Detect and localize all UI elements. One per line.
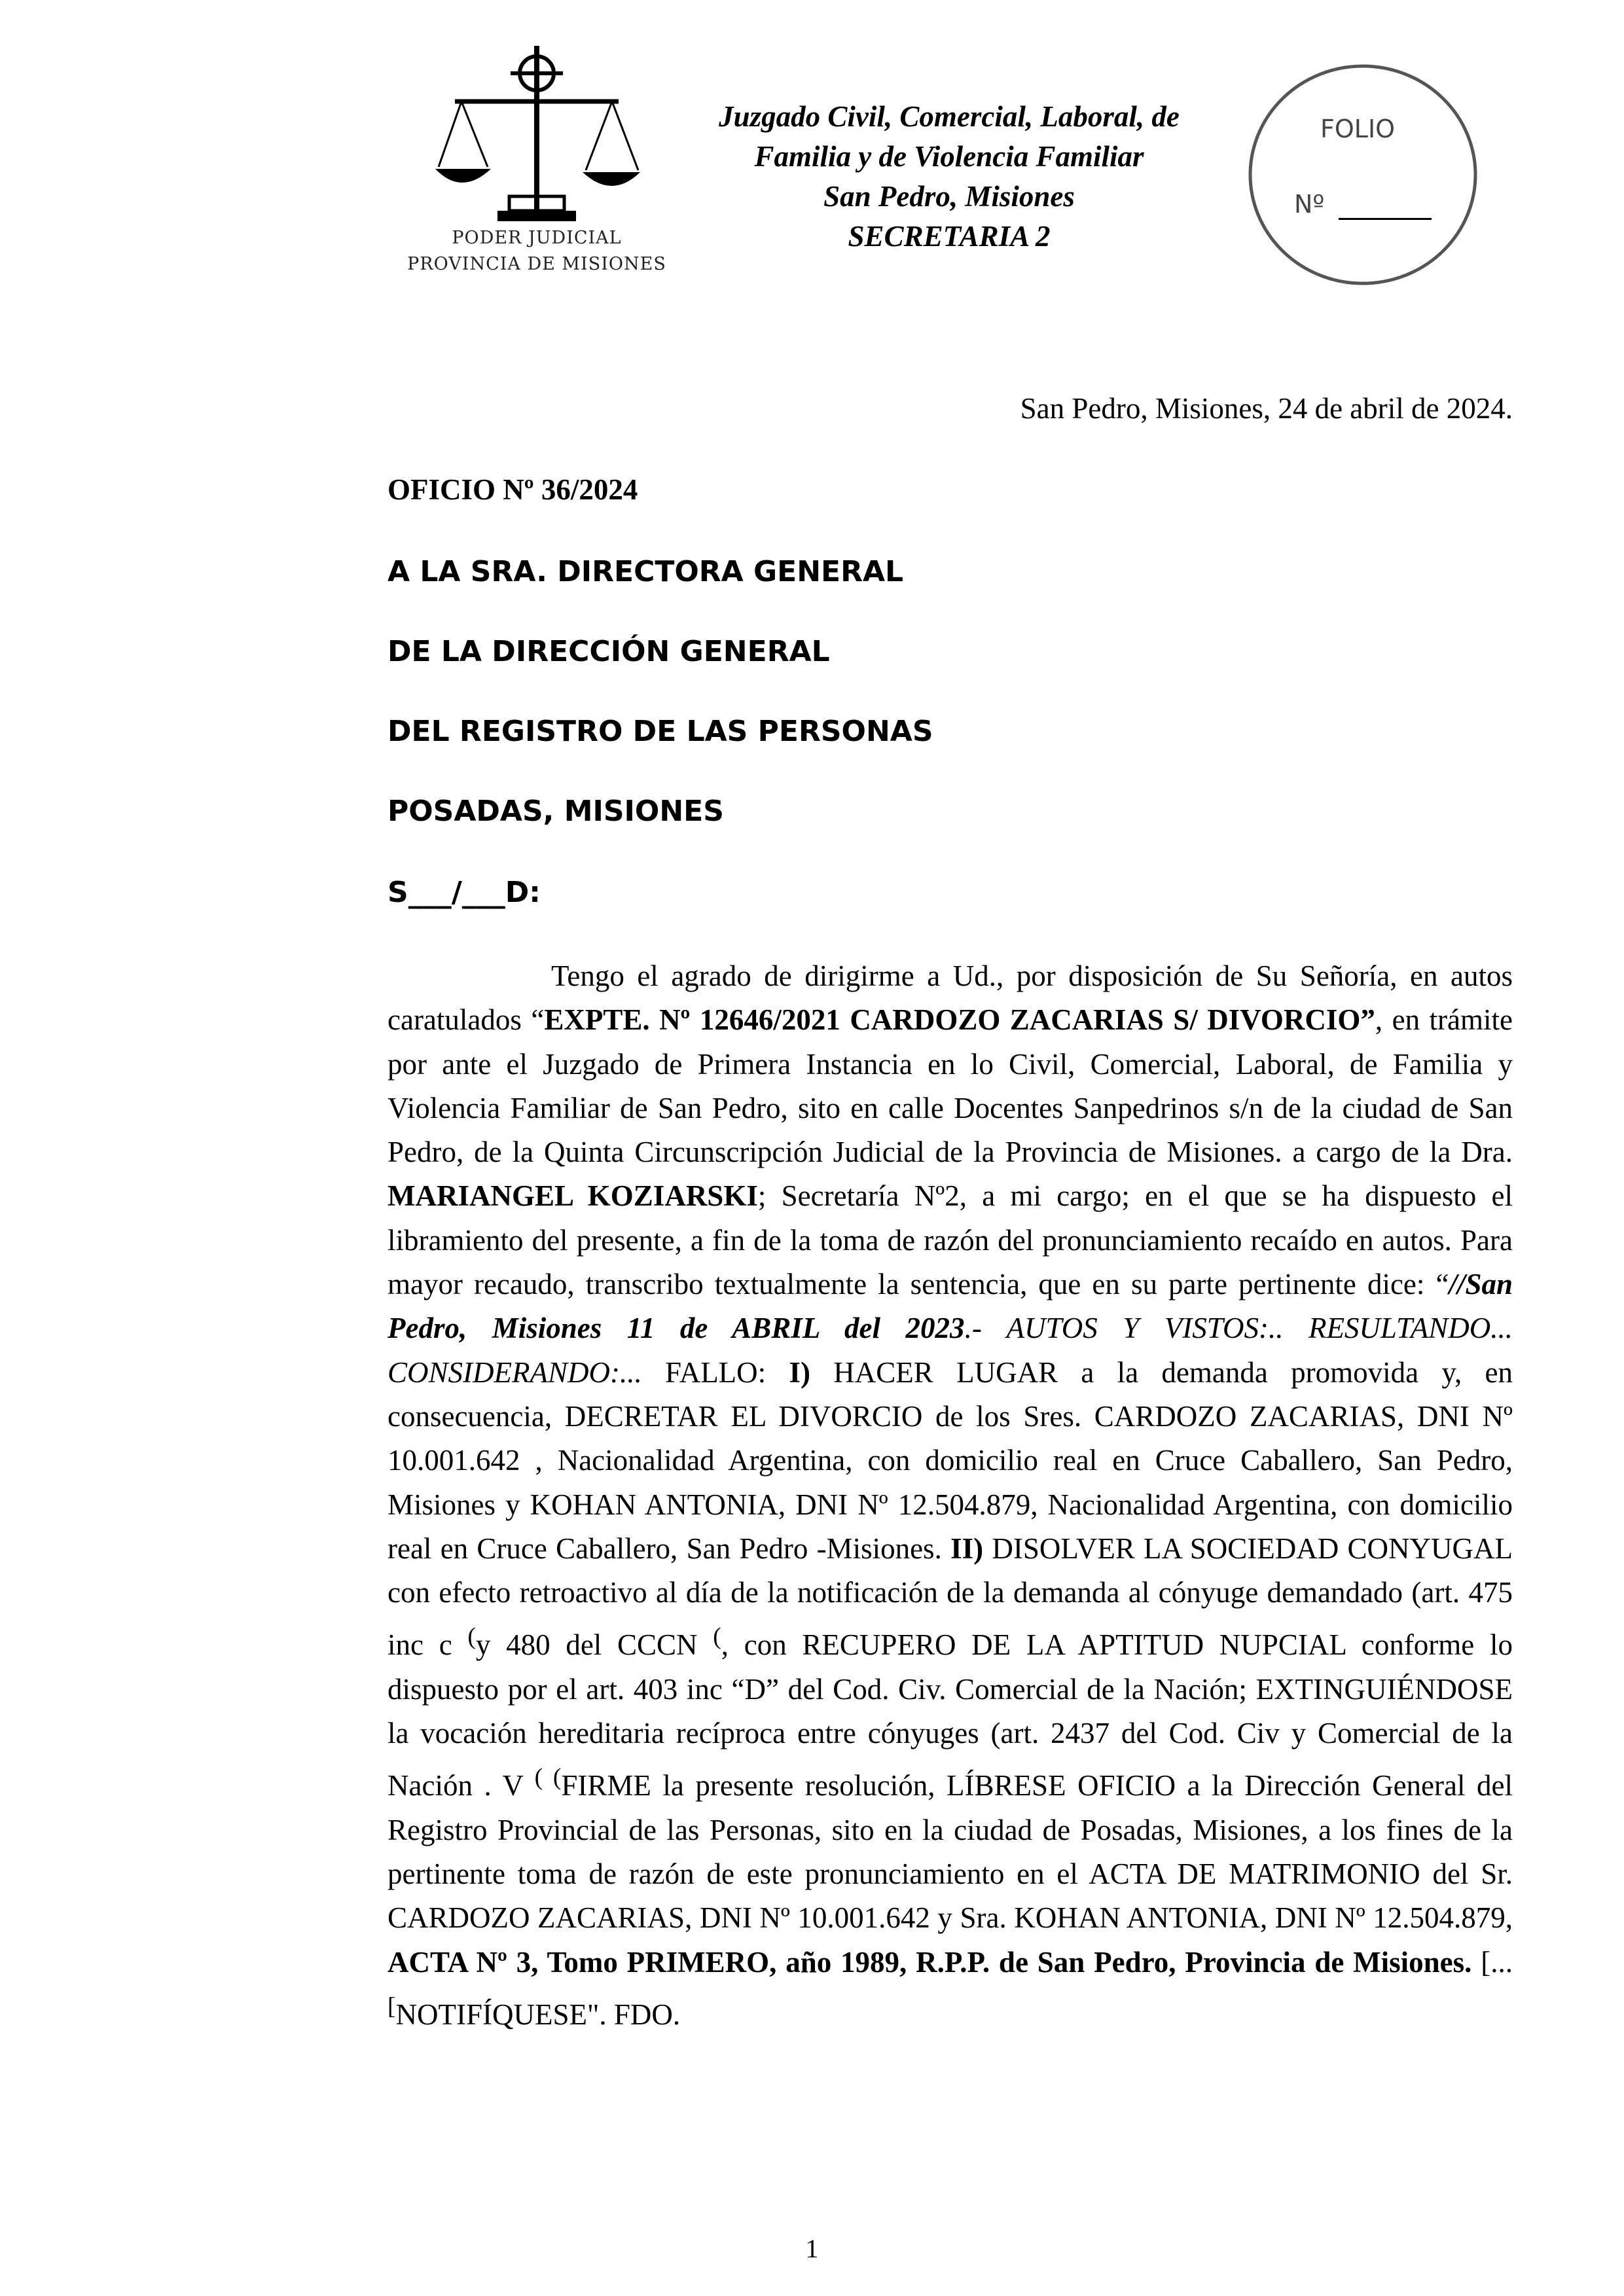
- court-line: Familia y de Violencia Familiar: [754, 140, 1144, 173]
- court-line: Juzgado Civil, Comercial, Laboral, de: [719, 100, 1180, 133]
- court-line: San Pedro, Misiones: [823, 180, 1075, 213]
- folio-label: FOLIO: [1320, 115, 1396, 143]
- footnote-mark: ( (: [534, 1764, 562, 1791]
- sentence-heading: .- AUTOS Y VISTOS:.. RESULTANDO... CONSIDERANDO:...: [388, 1312, 1513, 1389]
- ruling-item-number: I): [789, 1355, 810, 1389]
- body-text: , en trámite por ante el Juzgado de Primera Instancia en lo Civil, Comercial, Laboral, de Familia y Violencia Familiar de San Pedro, sito en calle Docentes Sanpedrinos s/n de la ciudad de San Pedro, de la Quinta Circunscripción Judicial de la Provincia de Misiones. a cargo de la Dra.: [388, 1003, 1513, 1169]
- body-text: y 480 del CCCN: [475, 1628, 713, 1662]
- ruling-item-number: II): [950, 1532, 984, 1565]
- footnote-mark: (: [713, 1623, 721, 1651]
- judge-name: MARIANGEL KOZIARSKI: [388, 1179, 758, 1213]
- body-text: Tengo el agrado de dirigirme a Ud., por disposición de Su Señoría, en autos caratulados “: [388, 960, 1513, 1037]
- document-date: San Pedro, Misiones, 24 de abril de 2024.: [1020, 392, 1513, 425]
- body-text: HACER LUGAR a la demanda promovida y, en consecuencia, DECRETAR EL DIVORCIO de los Sres. CARDOZO ZACARIAS, DNI Nº 10.001.642 , Nacionalidad Argentina, con domicilio real en Cruce Caballero, San Pedro, Misiones y KOHAN ANTONIA, DNI Nº 12.504.879, Nacionalidad Argentina, con domicilio real en Cruce Caballero, San Pedro -Misiones.: [388, 1355, 1513, 1565]
- sentence-date: //San Pedro, Misiones 11 de ABRIL del 2023: [388, 1268, 1513, 1345]
- body-text: ; Secretaría Nº2, a mi cargo; en el que se ha dispuesto el libramiento del presente, a fin de la toma de razón del pronunciamiento recaído en autos. Para mayor recaudo, transcribo textualmente la sentencia, que en su parte pertinente dice: “: [388, 1179, 1513, 1301]
- body-text: DISOLVER LA SOCIEDAD CONYUGAL con efecto retroactivo al día de la notificación de la demanda al cónyuge demandado (art. 475 inc c: [388, 1532, 1513, 1662]
- recipient-line: DEL REGISTRO DE LAS PERSONAS: [388, 715, 933, 748]
- folio-number-blank: [1339, 218, 1432, 220]
- footnote-mark: [: [388, 1992, 396, 2020]
- logo-caption-line1: PODER JUDICIAL: [452, 228, 622, 248]
- body-text: NOTIFÍQUESE". FDO.: [395, 1998, 681, 2031]
- court-logo: [406, 39, 668, 288]
- scales-of-justice-icon: [432, 39, 641, 226]
- body-text: [...: [1471, 1945, 1513, 1979]
- court-name: [655, 97, 1244, 257]
- marriage-record: ACTA Nº 3, Tomo PRIMERO, año 1989, R.P.P. de San Pedro, Provincia de Misiones.: [388, 1945, 1472, 1979]
- body-text: FIRME la presente resolución, LÍBRESE OFICIO a la Dirección General del Registro Provincial de las Personas, sito en la ciudad de Posadas, Misiones, a los fines de la pertinente toma de razón de este pronunciamiento en el ACTA DE MATRIMONIO del Sr. CARDOZO ZACARIAS, DNI Nº 10.001.642 y Sra. KOHAN ANTONIA, DNI Nº 12.504.879,: [388, 1769, 1513, 1935]
- logo-caption-line2: PROVINCIA DE MISIONES: [407, 254, 666, 274]
- salutation: S___/___D:: [388, 876, 541, 909]
- folio-number-label: Nº: [1294, 190, 1325, 219]
- court-line: SECRETARIA 2: [848, 220, 1051, 253]
- recipient-line: DE LA DIRECCIÓN GENERAL: [388, 635, 830, 668]
- oficio-number: OFICIO Nº 36/2024: [388, 473, 638, 506]
- recipient-line: A LA SRA. DIRECTORA GENERAL: [388, 555, 904, 588]
- body-paragraph: [388, 954, 1513, 2037]
- folio-circle-icon: [1247, 62, 1479, 288]
- page-number: 1: [805, 2234, 819, 2263]
- footnote-mark: (: [467, 1623, 476, 1651]
- body-text: FALLO:: [641, 1355, 789, 1389]
- folio-stamp: [1247, 62, 1479, 288]
- recipient-line: POSADAS, MISIONES: [388, 795, 724, 828]
- case-file-number: EXPTE. Nº 12646/2021 CARDOZO ZACARIAS S/ DIVORCIO”: [544, 1003, 1375, 1037]
- body-text: , con RECUPERO DE LA APTITUD NUPCIAL conforme lo dispuesto por el art. 403 inc “D” del Cod. Civ. Comercial de la Nación; EXTINGUIÉNDOSE la vocación hereditaria recíproca entre cónyuges (art. 2437 del Cod. Civ y Comercial de la Nación . V: [388, 1628, 1513, 1803]
